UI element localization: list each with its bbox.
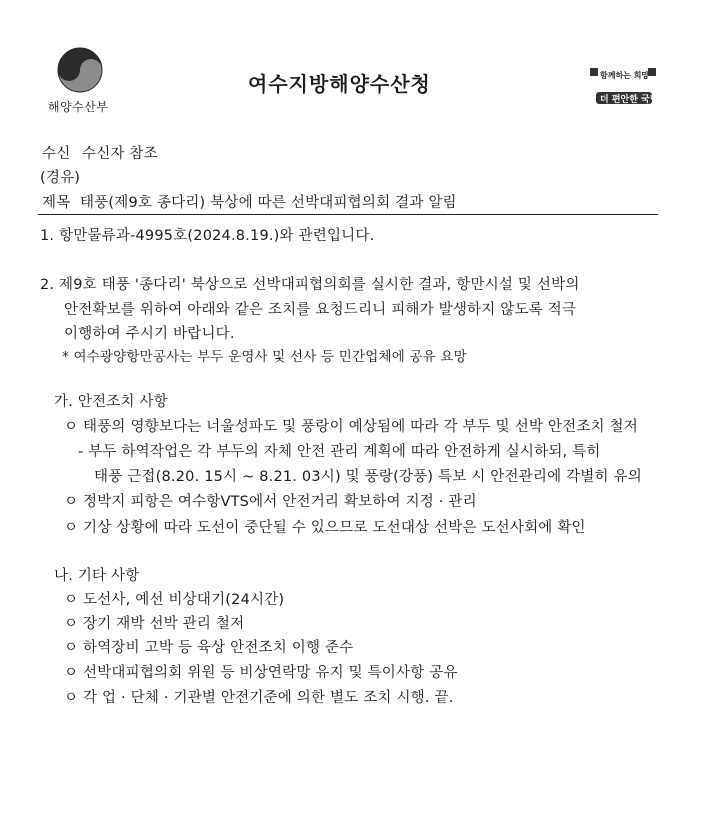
section-a-item-1-sub-2: 태풍 근접(8.20. 15시 ~ 8.21. 03시) 및 풍랑(강풍) 특보 시 안전관리에 각별히 유의 [94,469,642,485]
section-b-item-1: ㅇ 도선사, 예선 비상대기(24시간) [64,592,285,608]
section-b-item-4: ㅇ 선박대피협의회 위원 등 비상연락망 유지 및 특이사항 공유 [64,665,458,681]
section-a-item-2: ㅇ 정박지 피항은 여수항VTS에서 안전거리 확보하여 지정 · 관리 [64,494,477,510]
paragraph-2-line2: 안전확보를 위하여 아래와 같은 조치를 요청드리니 피해가 발생하지 않도록 적극 [64,302,577,318]
ministry-name: 해양수산부 [48,100,109,114]
subject-value: 태풍(제9호 종다리) 북상에 따른 선박대피협의회 결과 알림 [80,195,457,211]
section-b-item-5: ㅇ 각 업 · 단체 · 기관별 안전기준에 의한 별도 조치 시행. 끝. [64,690,454,706]
section-b-item-2: ㅇ 장기 재박 선박 관리 철저 [64,616,245,632]
paragraph-1: 1. 항만물류과-4995호(2024.8.19.)와 관련입니다. [40,228,375,244]
taegeuk-emblem-icon [56,46,104,94]
section-a-item-3: ㅇ 기상 상황에 따라 도선이 중단될 수 있으므로 도선대상 선박은 도선사회에 확인 [64,520,586,536]
slogan-line1: 함께하는 희망 [600,71,650,80]
section-b-item-3: ㅇ 하역장비 고박 등 육상 안전조치 이행 준수 [64,640,354,656]
via-label: (경유) [40,170,81,186]
slogan-line2: 더 편안한 국민 [600,95,659,105]
recipient-value: 수신자 참조 [82,146,158,162]
section-a-item-1: ㅇ 태풍의 영향보다는 너울성파도 및 풍랑이 예상됨에 따라 각 부두 및 선박 안전조치 철저 [64,419,638,435]
section-a-title: 가. 안전조치 사항 [54,394,168,410]
agency-title: 여수지방해양수산청 [248,72,431,96]
paragraph-2-line3: 이행하여 주시기 바랍니다. [64,326,235,342]
section-b-title: 나. 기타 사항 [54,568,140,584]
recipient-label: 수신 [42,146,71,162]
paragraph-2-line1: 2. 제9호 태풍 '종다리' 북상으로 선박대피협의회를 실시한 결과, 항만시설 및 선박의 [40,277,580,293]
subject-divider [38,214,658,215]
section-a-item-1-sub-1: - 부두 하역작업은 각 부두의 자체 안전 관리 계획에 따라 안전하게 실시하되, 특히 [78,444,601,460]
subject-label: 제목 [42,195,71,211]
paragraph-2-note: * 여수광양항만공사는 부두 운영사 및 선사 등 민간업체에 공유 요망 [62,349,467,365]
